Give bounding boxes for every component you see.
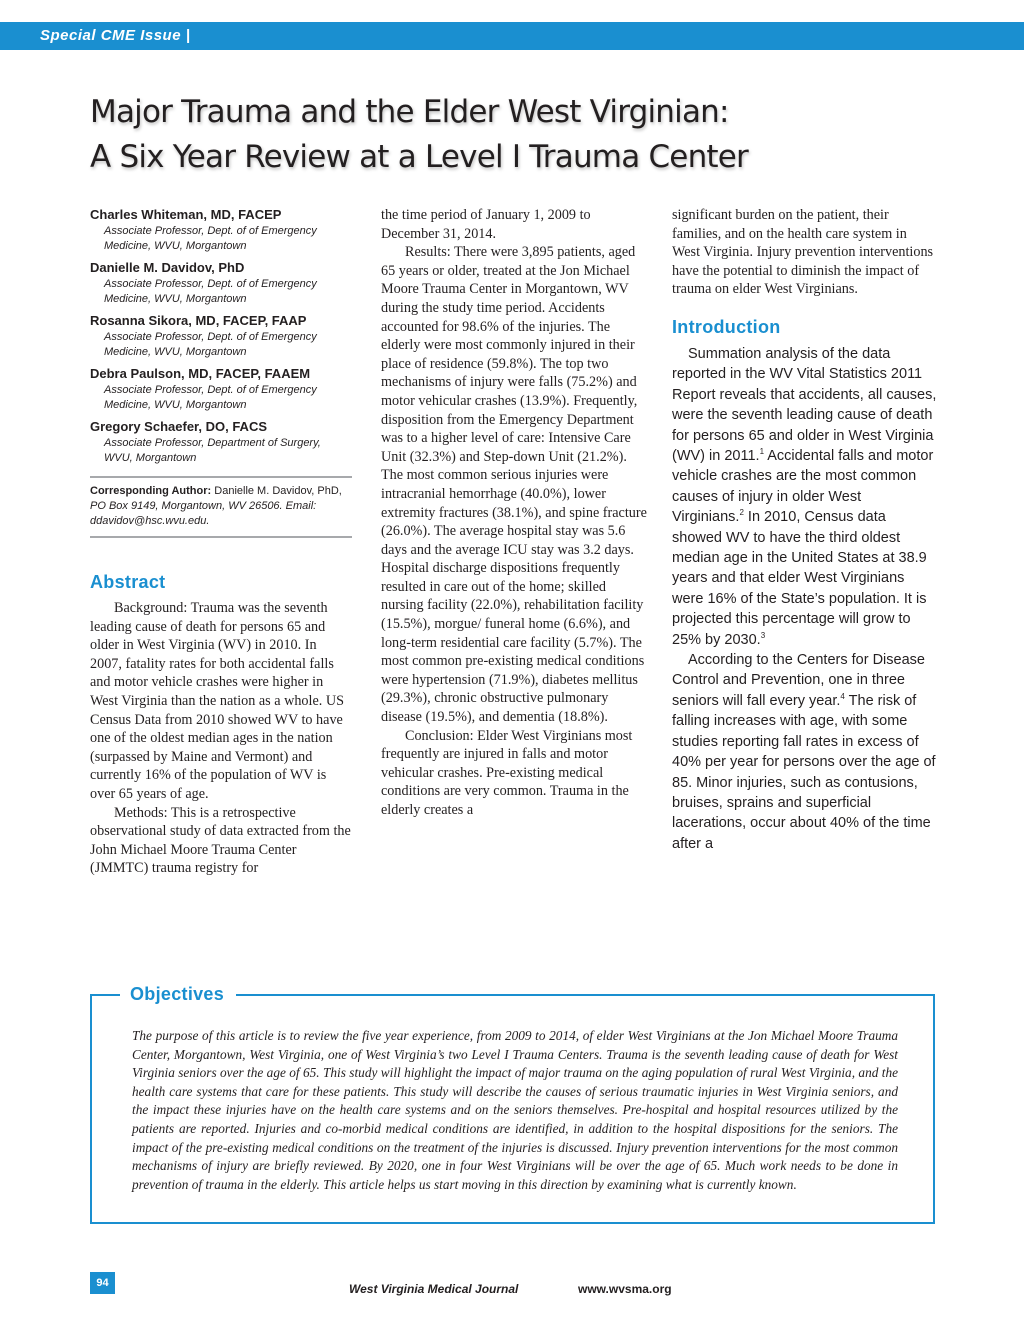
abstract-conclusion-continued: significant burden on the patient, their families, and on the health care system in West Virginia. Injury prevention interventions have the potential to diminish the impact of trauma on elder West Virginians.	[672, 207, 934, 298]
author-entry	[90, 365, 352, 413]
author-entry	[90, 418, 352, 466]
author-entry	[90, 206, 352, 254]
introduction-paragraph-1: Summation analysis of the data reported in the WV Vital Statistics 2011 Report reveals that accidents, all causes, were the seventh leading cause of death for persons 65 and older in West Virginia (WV) in 2011.$^1$ Accidental falls and motor vehicle crashes are the most common causes of injury in older West Virginians.$^2$ In 2010, Census data showed WV to have the third oldest median age in the United States at 38.9 years and that elder West Virginians were 16% of the State’s population. It is projected this percentage will grow to 25% by 2030.$^3$	[672, 345, 937, 648]
corresponding-name: Danielle M. Davidov, PhD,	[211, 485, 342, 497]
author-name: Charles Whiteman, MD, FACEP	[90, 207, 282, 222]
citation-4: 4	[840, 692, 845, 702]
author-affiliation: Associate Professor, Dept. of of Emergency Medicine, WVU, Morgantown	[104, 225, 317, 252]
column-3	[672, 206, 937, 854]
corresponding-details: PO Box 9149, Morgantown, WV 26506. Email: ddavidov@hsc.wvu.edu.	[90, 500, 317, 527]
citation-1: 1	[759, 447, 765, 457]
title-line-2: A Six Year Review at a Level I Trauma Center	[90, 139, 748, 175]
title-line-1: Major Trauma and the Elder West Virginian:	[90, 94, 729, 130]
author-entry	[90, 312, 352, 360]
abstract-methods: Methods: This is a retrospective observational study of data extracted from the John Michael Moore Trauma Center (JMMTC) trauma registry for	[90, 804, 351, 877]
abstract-conclusion: Conclusion: Elder West Virginians most frequently are injured in falls and motor vehicular crashes. Pre-existing medical conditions are very common. Trauma in the elderly creates a	[381, 727, 633, 818]
author-name: Debra Paulson, MD, FACEP, FAAEM	[90, 366, 311, 381]
issue-label: Special CME Issue |	[40, 27, 191, 44]
corresponding-label: Corresponding Author:	[90, 485, 212, 497]
page-number: 94	[90, 1272, 115, 1294]
introduction-paragraph-2: According to the Centers for Disease Control and Prevention, one in three seniors will fall every year.$^4$ The risk of falling increases with age, with some studies reporting fall rates in excess of 40% per year for persons over the age of 85. Minor injuries, such as contusions, bruises, sprains and superficial lacerations, occur about 40% of the time after a	[672, 652, 936, 852]
author-name: Rosanna Sikora, MD, FACEP, FAAP	[90, 313, 307, 328]
author-name: Danielle M. Davidov, PhD	[90, 260, 245, 275]
abstract-methods-continued: the time period of January 1, 2009 to December 31, 2014.	[381, 207, 591, 242]
objectives-text: The purpose of this article is to review the five year experience, from 2009 to 2014, of elder West Virginians at the Jon Michael Moore Trauma Center, Morgantown, West Virginia, one of West Virginia’s two Level I Trauma Centers. Trauma is the seventh leading cause of death for West Virginia seniors over the age of 65. This study will highlight the impact of major trauma on the aging population of rural West Virginia, and the health care systems that care for these patients. This study will describe the causes of serious traumatic injuries in West Virginia seniors, and the impact these injuries have on the health care systems and on the seniors themselves. Pre-hospital and hospital resources utilized by the patients are reported. Injuries and co-morbid medical conditions are identified, in addition to the hospital dispositions for the seniors. The impact of the pre-existing medical conditions on the treatment of the injuries is discussed. Injury prevention interventions for the most common mechanisms of injury are briefly reviewed. By 2020, one in four West Virginians will be over the age of 65. Much work needs to be done in prevention of trauma in the elderly. This article helps us start moving in this direction by examining what is currently known.	[132, 1028, 898, 1192]
author-affiliation: Associate Professor, Dept. of of Emergency Medicine, WVU, Morgantown	[104, 331, 317, 358]
journal-name: West Virginia Medical Journal	[349, 1282, 519, 1296]
journal-url: www.wvsma.org	[578, 1282, 672, 1296]
author-affiliation: Associate Professor, Dept. of of Emergency Medicine, WVU, Morgantown	[104, 278, 317, 305]
author-name: Gregory Schaefer, DO, FACS	[90, 419, 268, 434]
author-affiliation: Associate Professor, Department of Surgery, WVU, Morgantown	[104, 437, 321, 464]
header-bar	[0, 22, 1024, 50]
citation-2: 2	[739, 508, 744, 518]
citation-3: 3	[760, 630, 766, 640]
abstract-results: Results: There were 3,895 patients, aged 65 years or older, treated at the Jon Michael Moore Trauma Center in Morgantown, WV during the study time period. Accidents accounted for 98.6% of the injuries. The elderly were most commonly injured in their place of residence (59.8%). The top two mechanisms of injury were falls (75.2%) and motor vehicular crashes (13.9%). Frequently, disposition from the Emergency Department was to a higher level of care: Intensive Care Unit (32.3%) and Step-down Unit (21.2%). The most common serious injuries were intracranial hemorrhage (40.0%), lower extremity fractures (38.1%), and spine fracture (26.0%). The average hospital stay was 5.6 days and the average ICU stay was 3.2 days. Hospital discharge dispositions frequently resulted in care out of the home; skilled nursing facility (22.0%), rehabilitation facility (15.5%), morgue/ funeral home (6.6%), and long-term residential care facility (5.7%). The most common pre-existing medical conditions were hypertension (71.9%), diabetes mellitus (29.3%), chronic obstructive pulmonary disease (19.5%), and dementia (18.8%).	[381, 244, 647, 726]
abstract-background: Background: Trauma was the seventh leading cause of death for persons 65 and older in West Virginia (WV) in 2010. In 2007, fatality rates for both accidental falls and motor vehicle crashes were higher in West Virginia than the nation as a whole. US Census Data from 2010 showed WV to have one of the oldest median ages in the nation (surpassed by Maine and Vermont) and currently 16% of the population of WV is over 65 years of age.	[90, 600, 344, 802]
abstract-heading: Abstract	[90, 572, 166, 592]
column-2	[381, 206, 649, 820]
article-title	[90, 90, 990, 180]
author-entry	[90, 259, 352, 307]
column-1	[90, 206, 352, 878]
objectives-heading: Objectives	[120, 984, 236, 1005]
corresponding-author	[90, 476, 352, 538]
introduction-heading: Introduction	[672, 316, 781, 337]
author-affiliation: Associate Professor, Dept. of of Emergency Medicine, WVU, Morgantown	[104, 384, 317, 411]
